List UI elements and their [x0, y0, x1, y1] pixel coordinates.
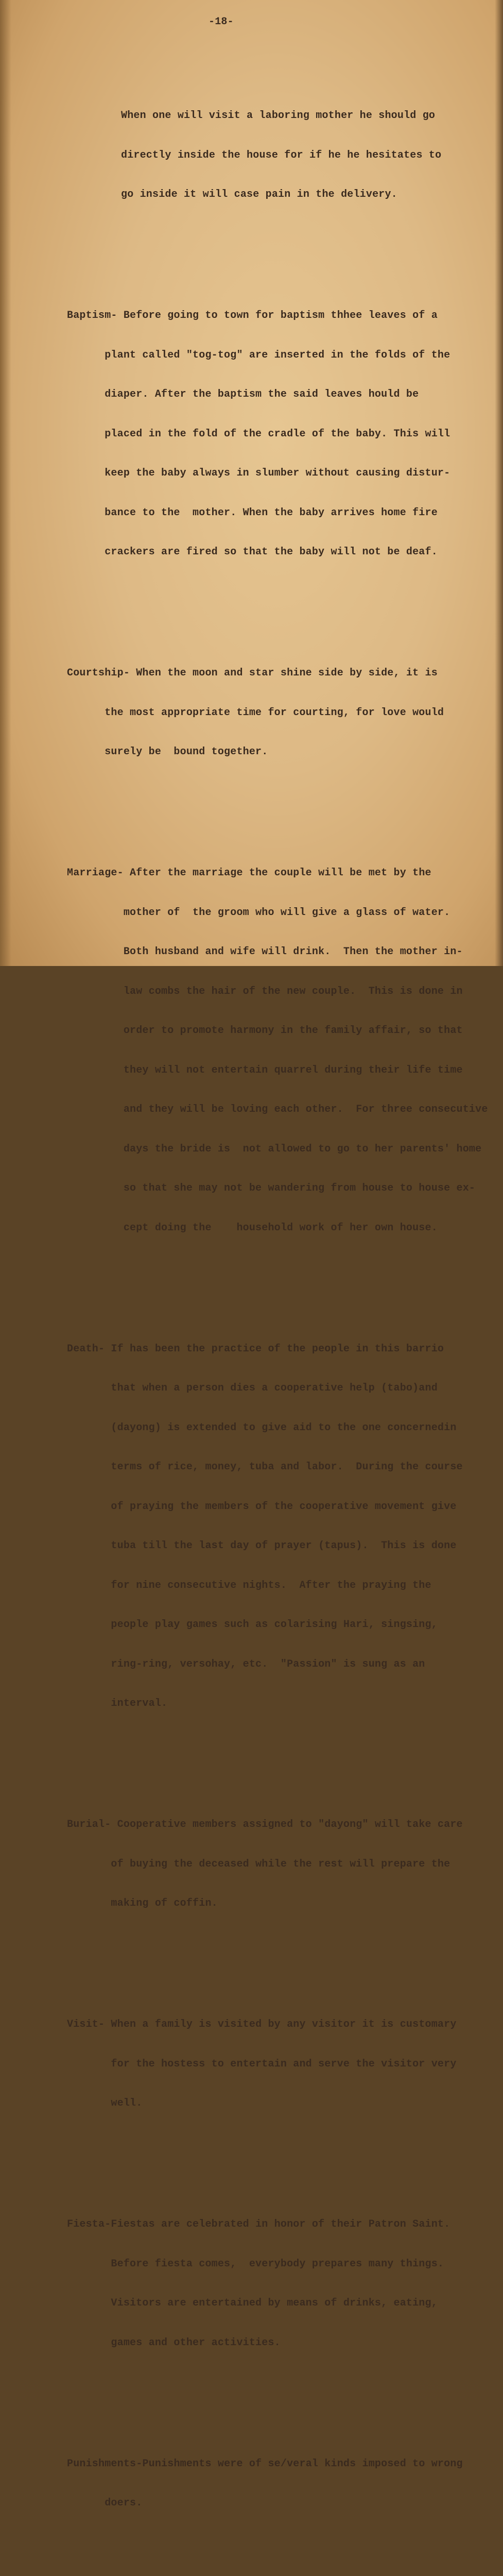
section-label: Baptism- — [67, 310, 117, 321]
text-line: law combs the hair of the new couple. This is done in — [67, 985, 500, 998]
text-line: When the moon and star shine side by side, it is — [130, 667, 438, 679]
text-line: directly inside the house for if he he hesitates to — [121, 149, 500, 162]
section-label: Burial- — [67, 1819, 111, 1831]
punishment-list — [67, 2536, 500, 2576]
text-line: well. — [67, 2097, 500, 2110]
text-line: go inside it will case pain in the delivery. — [121, 188, 500, 201]
text-line: keep the baby always in slumber without causing distur- — [67, 467, 500, 480]
section-label: Marriage- — [67, 867, 124, 879]
text-line: Punishments were of se/veral kinds imposed to wrong — [142, 2458, 462, 2470]
section-burial — [67, 1792, 500, 1937]
section-fiesta — [67, 2192, 500, 2376]
text-line: Both husband and wife will drink. Then the mother in- — [67, 945, 500, 959]
text-line: doers. — [67, 2497, 500, 2510]
text-line: Cooperative members assigned to "dayong" will take care — [111, 1819, 462, 1831]
text-line: Before fiesta comes, everybody prepares many things. — [67, 2258, 500, 2271]
text-line: the most appropriate time for courting, for love would — [67, 706, 500, 720]
section-punishments — [67, 2431, 500, 2576]
text-line: so that she may not be wandering from house to house ex- — [67, 1182, 500, 1195]
text-line: tuba till the last day of prayer (tapus). This is done — [67, 1539, 500, 1553]
text-line: ring-ring, versohay, etc. "Passion" is sung as an — [67, 1658, 500, 1671]
document-page — [0, 0, 503, 966]
text-line: games and other activities. — [67, 2336, 500, 2350]
text-line: Visitors are entertained by means of drinks, eating, — [67, 2297, 500, 2310]
text-line: making of coffin. — [67, 1897, 500, 1910]
text-line: crackers are fired so that the baby will not be deaf. — [67, 546, 500, 559]
text-line: If has been the practice of the people in this barrio — [105, 1343, 444, 1355]
text-line: plant called "tog-tog" are inserted in the folds of the — [67, 349, 500, 362]
text-line: people play games such as colarising Hari, singsing, — [67, 1618, 500, 1632]
section-marriage — [67, 840, 500, 1261]
section-death — [67, 1316, 500, 1737]
text-line: days the bride is not allowed to go to her parents' home — [67, 1143, 500, 1156]
section-label: Fiesta- — [67, 2218, 111, 2230]
section-label: Courtship- — [67, 667, 130, 679]
text-line: surely be bound together. — [67, 745, 500, 759]
text-line: they will not entertain quarrel during their life time — [67, 1064, 500, 1077]
intro-paragraph — [67, 83, 500, 228]
text-line: placed in the fold of the cradle of the baby. This will — [67, 428, 500, 441]
text-line: cept doing the household work of her own house. — [67, 1222, 500, 1235]
section-label: Visit- — [67, 2019, 105, 2030]
document-body — [67, 57, 500, 2576]
text-line: and they will be loving each other. For three consecutive — [67, 1103, 500, 1116]
text-line: of praying the members of the cooperative movement give — [67, 1500, 500, 1514]
text-line: terms of rice, money, tuba and labor. During the course — [67, 1461, 500, 1474]
list-item — [67, 2563, 500, 2576]
section-visit — [67, 1992, 500, 2137]
text-line: bance to the mother. When the baby arrives home fire — [67, 506, 500, 520]
text-line: (dayong) is extended to give aid to the one concernedin — [67, 1421, 500, 1435]
text-line: for nine consecutive nights. After the praying the — [67, 1579, 500, 1592]
text-line: interval. — [67, 1697, 500, 1710]
text-line: diaper. After the baptism the said leaves hould be — [67, 388, 500, 401]
section-courtship — [67, 640, 500, 785]
text-line: for the hostess to entertain and serve the visitor very — [67, 2058, 500, 2071]
text-line: Fiestas are celebrated in honor of their Patron Saint. — [111, 2218, 450, 2230]
text-line: After the marriage the couple will be met by the — [124, 867, 431, 879]
text-line: When a family is visited by any visitor it is customary — [105, 2019, 456, 2030]
section-label: Punishments- — [67, 2458, 142, 2470]
text-line: that when a person dies a cooperative help (tabo)and — [67, 1382, 500, 1395]
text-line: order to promote harmony in the family affair, so that — [67, 1024, 500, 1038]
text-line: Before going to town for baptism thhee leaves of a — [117, 310, 438, 321]
text-line: mother of the groom who will give a glass of water. — [67, 906, 500, 920]
page-number: -18- — [209, 15, 234, 29]
section-label: Death- — [67, 1343, 105, 1355]
text-line: When one will visit a laboring mother he should go — [121, 109, 500, 123]
text-line: of buying the deceased while the rest will prepare the — [67, 1858, 500, 1871]
section-baptism — [67, 283, 500, 585]
